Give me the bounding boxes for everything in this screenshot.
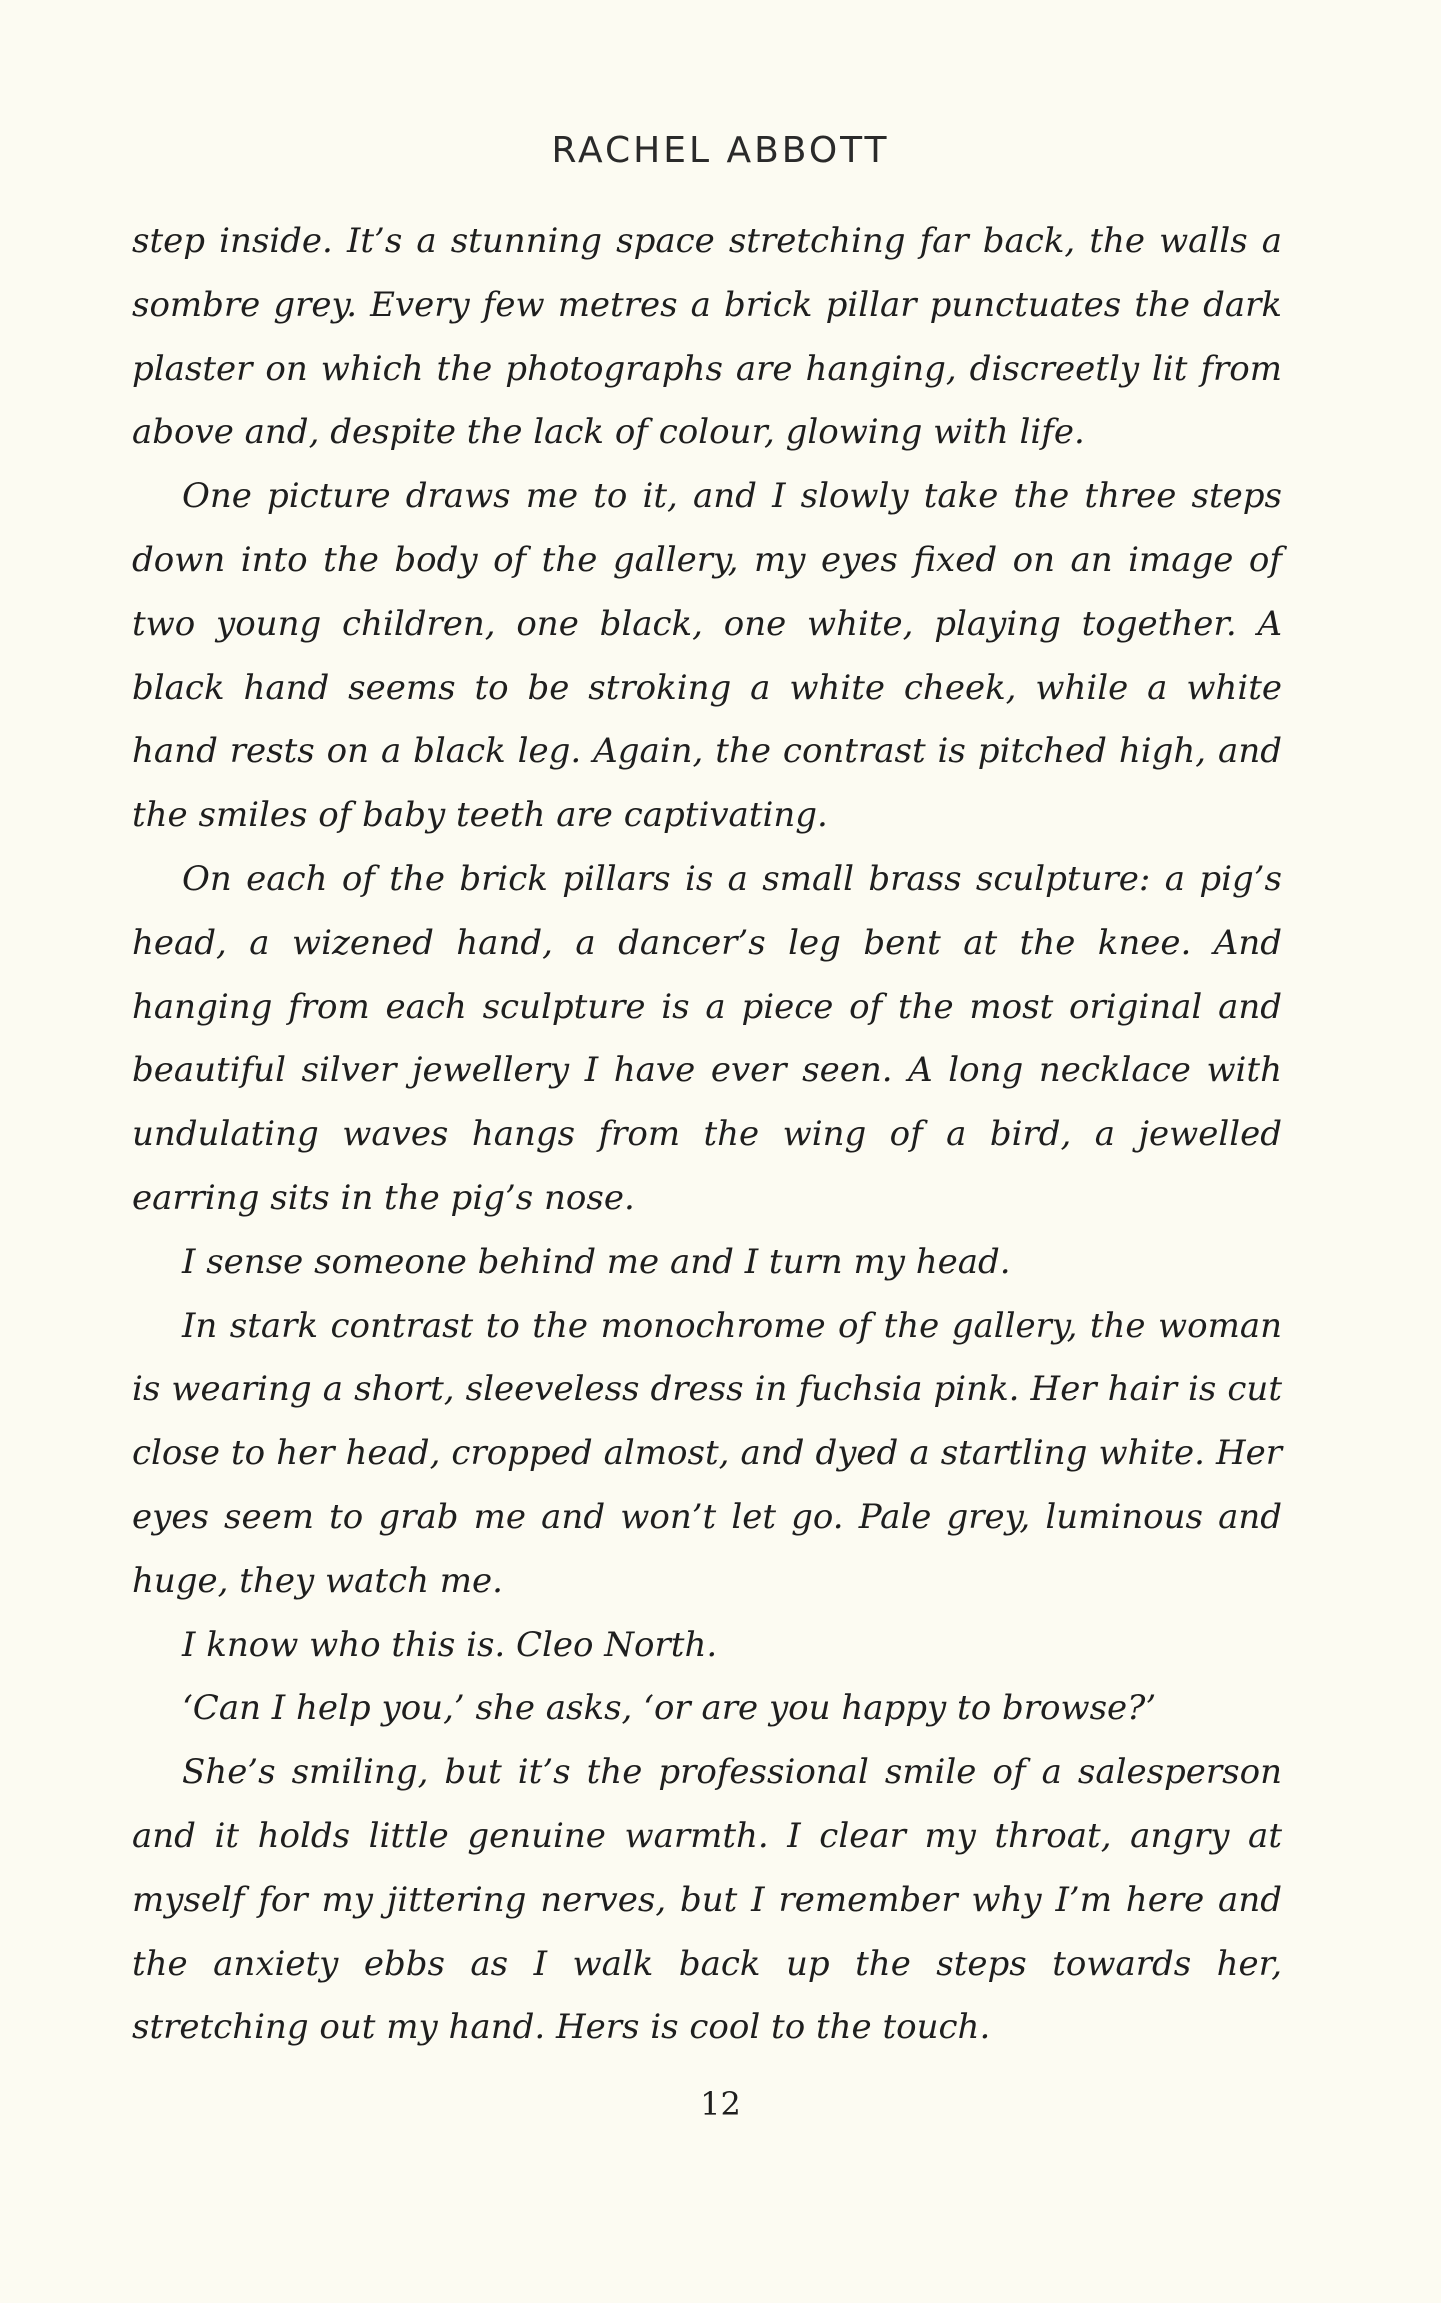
- body-text: [132, 210, 1282, 2060]
- paragraph-8: She’s smiling, but it’s the professional smile of a salesperson and it holds little genuine warmth. I clear my throat, angry at myself for my jittering nerves, but I remember why I’m here and the anxiety ebbs as I walk back up the steps towards her, stretching out my hand. Hers is cool to the touch.: [132, 1752, 1282, 2048]
- paragraph-6: I know who this is. Cleo North.: [182, 1624, 718, 1665]
- paragraph-2: One picture draws me to it, and I slowly take the three steps down into the body of the gallery, my eyes fixed on an image of two young children, one black, one white, playing together. A black hand seems to be stroking a white cheek, while a white hand rests on a black leg. Again, the contrast is pitched high, and the smiles of baby teeth are captivating.: [132, 476, 1282, 836]
- page-number: 12: [700, 2085, 741, 2123]
- paragraph-7: ‘Can I help you,’ she asks, ‘or are you happy to browse?’: [182, 1688, 1157, 1729]
- running-head: RACHEL ABBOTT: [551, 130, 890, 171]
- paragraph-1: step inside. It’s a stunning space stretching far back, the walls a sombre grey. Every few metres a brick pillar punctuates the dark plaster on which the photographs are hanging, discreetly lit from above and, despite the lack of colour, glowing with life.: [132, 221, 1282, 453]
- paragraph-5: In stark contrast to the monochrome of the gallery, the woman is wearing a short, sleeveless dress in fuchsia pink. Her hair is cut close to her head, cropped almost, and dyed a startling white. Her eyes seem to grab me and won’t let go. Pale grey, luminous and huge, they watch me.: [132, 1305, 1282, 1601]
- paragraph-4: I sense someone behind me and I turn my head.: [182, 1241, 1011, 1282]
- paragraph-3: On each of the brick pillars is a small brass sculpture: a pig’s head, a wizened hand, a dancer’s leg bent at the knee. And hanging from each sculpture is a piece of the most original and beautiful silver jewellery I have ever seen. A long necklace with undulating waves hangs from the wing of a bird, a jewelled earring sits in the pig’s nose.: [132, 858, 1282, 1218]
